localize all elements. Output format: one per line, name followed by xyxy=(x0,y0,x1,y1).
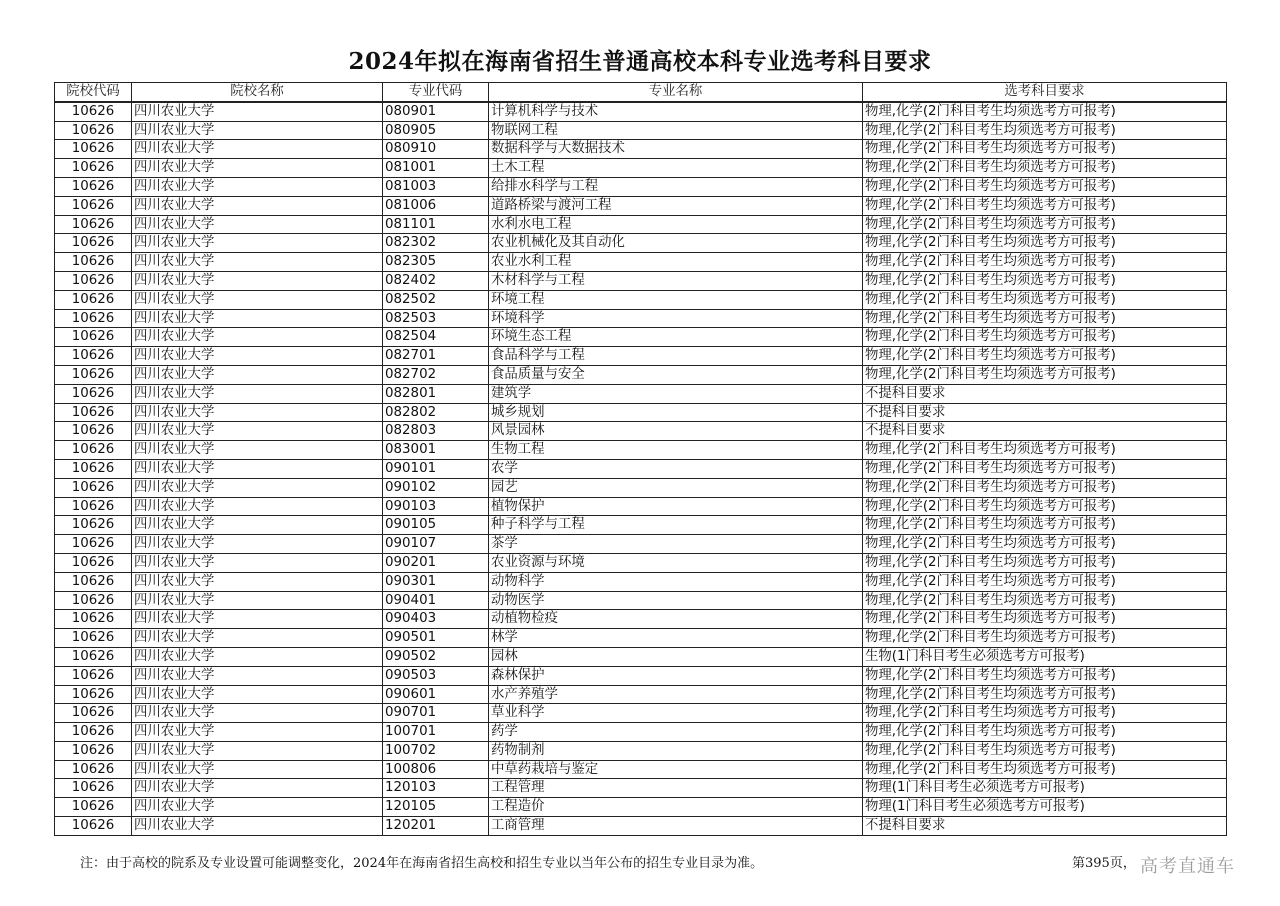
major-name-cell: 农业水利工程 xyxy=(489,253,863,272)
school-name-cell: 四川农业大学 xyxy=(132,572,383,591)
school-name-cell: 四川农业大学 xyxy=(132,196,383,215)
school-name-cell: 四川农业大学 xyxy=(132,610,383,629)
header-school-name: 院校名称 xyxy=(132,83,383,102)
school-name-cell: 四川农业大学 xyxy=(132,102,383,121)
school-name-cell: 四川农业大学 xyxy=(132,685,383,704)
school-code-cell: 10626 xyxy=(55,159,132,178)
subject-requirement-cell: 物理,化学(2门科目考生均须选考方可报考) xyxy=(863,328,1227,347)
major-name-cell: 城乡规划 xyxy=(489,403,863,422)
major-code-cell: 082502 xyxy=(383,290,489,309)
subject-requirement-cell: 物理(1门科目考生必须选考方可报考) xyxy=(863,798,1227,817)
major-code-cell: 120103 xyxy=(383,779,489,798)
subject-requirement-cell: 物理,化学(2门科目考生均须选考方可报考) xyxy=(863,459,1227,478)
school-code-cell: 10626 xyxy=(55,422,132,441)
school-code-cell: 10626 xyxy=(55,798,132,817)
major-code-cell: 082803 xyxy=(383,422,489,441)
subject-requirement-cell: 不提科目要求 xyxy=(863,422,1227,441)
school-code-cell: 10626 xyxy=(55,478,132,497)
table-row xyxy=(55,610,1227,629)
school-name-cell: 四川农业大学 xyxy=(132,253,383,272)
subject-requirement-cell: 物理,化学(2门科目考生均须选考方可报考) xyxy=(863,196,1227,215)
major-code-cell: 090105 xyxy=(383,516,489,535)
major-code-cell: 082402 xyxy=(383,271,489,290)
major-code-cell: 090503 xyxy=(383,666,489,685)
major-name-cell: 园艺 xyxy=(489,478,863,497)
header-major-code: 专业代码 xyxy=(383,83,489,102)
school-name-cell: 四川农业大学 xyxy=(132,365,383,384)
major-code-cell: 090101 xyxy=(383,459,489,478)
major-name-cell: 风景园林 xyxy=(489,422,863,441)
major-code-cell: 082802 xyxy=(383,403,489,422)
school-code-cell: 10626 xyxy=(55,121,132,140)
school-code-cell: 10626 xyxy=(55,271,132,290)
table-row xyxy=(55,384,1227,403)
school-code-cell: 10626 xyxy=(55,572,132,591)
major-code-cell: 083001 xyxy=(383,441,489,460)
major-name-cell: 种子科学与工程 xyxy=(489,516,863,535)
major-name-cell: 农业机械化及其自动化 xyxy=(489,234,863,253)
subject-requirement-cell: 物理,化学(2门科目考生均须选考方可报考) xyxy=(863,572,1227,591)
major-code-cell: 082503 xyxy=(383,309,489,328)
subject-requirement-cell: 物理,化学(2门科目考生均须选考方可报考) xyxy=(863,685,1227,704)
table-row xyxy=(55,271,1227,290)
school-code-cell: 10626 xyxy=(55,365,132,384)
major-name-cell: 食品质量与安全 xyxy=(489,365,863,384)
major-name-cell: 工商管理 xyxy=(489,817,863,836)
major-name-cell: 动物医学 xyxy=(489,591,863,610)
table-row xyxy=(55,553,1227,572)
major-code-cell: 090401 xyxy=(383,591,489,610)
school-code-cell: 10626 xyxy=(55,741,132,760)
subject-requirement-cell: 物理,化学(2门科目考生均须选考方可报考) xyxy=(863,365,1227,384)
subject-requirement-cell: 物理,化学(2门科目考生均须选考方可报考) xyxy=(863,478,1227,497)
major-name-cell: 林学 xyxy=(489,629,863,648)
subject-requirement-cell: 物理,化学(2门科目考生均须选考方可报考) xyxy=(863,553,1227,572)
subject-requirement-cell: 物理,化学(2门科目考生均须选考方可报考) xyxy=(863,253,1227,272)
subject-requirement-cell: 物理,化学(2门科目考生均须选考方可报考) xyxy=(863,441,1227,460)
school-name-cell: 四川农业大学 xyxy=(132,309,383,328)
school-name-cell: 四川农业大学 xyxy=(132,459,383,478)
subject-requirement-cell: 物理,化学(2门科目考生均须选考方可报考) xyxy=(863,741,1227,760)
table-header-row xyxy=(55,83,1227,102)
major-name-cell: 森林保护 xyxy=(489,666,863,685)
school-code-cell: 10626 xyxy=(55,704,132,723)
school-code-cell: 10626 xyxy=(55,723,132,742)
school-name-cell: 四川农业大学 xyxy=(132,215,383,234)
major-code-cell: 120105 xyxy=(383,798,489,817)
table-body xyxy=(55,102,1227,836)
subject-requirement-cell: 物理,化学(2门科目考生均须选考方可报考) xyxy=(863,121,1227,140)
major-name-cell: 给排水科学与工程 xyxy=(489,177,863,196)
requirements-table xyxy=(54,82,1227,836)
major-name-cell: 工程造价 xyxy=(489,798,863,817)
school-code-cell: 10626 xyxy=(55,610,132,629)
subject-requirement-cell: 不提科目要求 xyxy=(863,403,1227,422)
school-code-cell: 10626 xyxy=(55,177,132,196)
table-row xyxy=(55,817,1227,836)
subject-requirement-cell: 物理,化学(2门科目考生均须选考方可报考) xyxy=(863,177,1227,196)
major-name-cell: 水产养殖学 xyxy=(489,685,863,704)
school-name-cell: 四川农业大学 xyxy=(132,798,383,817)
table-row xyxy=(55,196,1227,215)
school-code-cell: 10626 xyxy=(55,516,132,535)
subject-requirement-cell: 物理,化学(2门科目考生均须选考方可报考) xyxy=(863,309,1227,328)
school-code-cell: 10626 xyxy=(55,591,132,610)
school-name-cell: 四川农业大学 xyxy=(132,817,383,836)
major-name-cell: 计算机科学与技术 xyxy=(489,102,863,121)
school-name-cell: 四川农业大学 xyxy=(132,478,383,497)
table-row xyxy=(55,685,1227,704)
table-row xyxy=(55,704,1227,723)
major-code-cell: 082801 xyxy=(383,384,489,403)
subject-requirement-cell: 物理,化学(2门科目考生均须选考方可报考) xyxy=(863,723,1227,742)
major-code-cell: 090103 xyxy=(383,497,489,516)
school-name-cell: 四川农业大学 xyxy=(132,121,383,140)
school-code-cell: 10626 xyxy=(55,347,132,366)
major-code-cell: 090102 xyxy=(383,478,489,497)
school-code-cell: 10626 xyxy=(55,102,132,121)
school-name-cell: 四川农业大学 xyxy=(132,441,383,460)
school-name-cell: 四川农业大学 xyxy=(132,384,383,403)
major-name-cell: 道路桥梁与渡河工程 xyxy=(489,196,863,215)
major-name-cell: 环境科学 xyxy=(489,309,863,328)
school-name-cell: 四川农业大学 xyxy=(132,403,383,422)
school-name-cell: 四川农业大学 xyxy=(132,140,383,159)
major-code-cell: 082305 xyxy=(383,253,489,272)
school-name-cell: 四川农业大学 xyxy=(132,591,383,610)
major-code-cell: 090501 xyxy=(383,629,489,648)
subject-requirement-cell: 物理,化学(2门科目考生均须选考方可报考) xyxy=(863,234,1227,253)
major-name-cell: 水利水电工程 xyxy=(489,215,863,234)
major-name-cell: 中草药栽培与鉴定 xyxy=(489,760,863,779)
table-row xyxy=(55,647,1227,666)
subject-requirement-cell: 物理,化学(2门科目考生均须选考方可报考) xyxy=(863,140,1227,159)
school-code-cell: 10626 xyxy=(55,497,132,516)
subject-requirement-cell: 物理,化学(2门科目考生均须选考方可报考) xyxy=(863,666,1227,685)
major-name-cell: 动植物检疫 xyxy=(489,610,863,629)
school-code-cell: 10626 xyxy=(55,253,132,272)
major-code-cell: 080910 xyxy=(383,140,489,159)
school-code-cell: 10626 xyxy=(55,685,132,704)
major-code-cell: 120201 xyxy=(383,817,489,836)
major-name-cell: 农业资源与环境 xyxy=(489,553,863,572)
school-code-cell: 10626 xyxy=(55,234,132,253)
major-name-cell: 草业科学 xyxy=(489,704,863,723)
major-code-cell: 081001 xyxy=(383,159,489,178)
school-code-cell: 10626 xyxy=(55,666,132,685)
school-code-cell: 10626 xyxy=(55,290,132,309)
subject-requirement-cell: 物理,化学(2门科目考生均须选考方可报考) xyxy=(863,102,1227,121)
table-row xyxy=(55,253,1227,272)
major-code-cell: 100702 xyxy=(383,741,489,760)
major-name-cell: 数据科学与大数据技术 xyxy=(489,140,863,159)
table-row xyxy=(55,741,1227,760)
school-code-cell: 10626 xyxy=(55,309,132,328)
major-code-cell: 100806 xyxy=(383,760,489,779)
table-row xyxy=(55,591,1227,610)
school-code-cell: 10626 xyxy=(55,553,132,572)
school-code-cell: 10626 xyxy=(55,328,132,347)
table-row xyxy=(55,779,1227,798)
school-name-cell: 四川农业大学 xyxy=(132,629,383,648)
major-name-cell: 食品科学与工程 xyxy=(489,347,863,366)
school-code-cell: 10626 xyxy=(55,215,132,234)
table-row xyxy=(55,422,1227,441)
subject-requirement-cell: 物理,化学(2门科目考生均须选考方可报考) xyxy=(863,215,1227,234)
major-name-cell: 建筑学 xyxy=(489,384,863,403)
school-code-cell: 10626 xyxy=(55,760,132,779)
table-row xyxy=(55,177,1227,196)
subject-requirement-cell: 物理,化学(2门科目考生均须选考方可报考) xyxy=(863,760,1227,779)
footnote: 注：由于高校的院系及专业设置可能调整变化，2024年在海南省招生高校和招生专业以当年公布的招生专业目录为准。 xyxy=(80,856,764,871)
major-code-cell: 082702 xyxy=(383,365,489,384)
subject-requirement-cell: 物理,化学(2门科目考生均须选考方可报考) xyxy=(863,497,1227,516)
school-name-cell: 四川农业大学 xyxy=(132,535,383,554)
school-name-cell: 四川农业大学 xyxy=(132,760,383,779)
subject-requirement-cell: 物理,化学(2门科目考生均须选考方可报考) xyxy=(863,704,1227,723)
header-school-code: 院校代码 xyxy=(55,83,132,102)
major-code-cell: 090502 xyxy=(383,647,489,666)
school-name-cell: 四川农业大学 xyxy=(132,159,383,178)
subject-requirement-cell: 物理,化学(2门科目考生均须选考方可报考) xyxy=(863,290,1227,309)
school-code-cell: 10626 xyxy=(55,779,132,798)
major-name-cell: 土木工程 xyxy=(489,159,863,178)
major-name-cell: 动物科学 xyxy=(489,572,863,591)
major-name-cell: 环境工程 xyxy=(489,290,863,309)
major-code-cell: 080901 xyxy=(383,102,489,121)
major-name-cell: 植物保护 xyxy=(489,497,863,516)
subject-requirement-cell: 不提科目要求 xyxy=(863,384,1227,403)
table-row xyxy=(55,347,1227,366)
major-name-cell: 工程管理 xyxy=(489,779,863,798)
school-name-cell: 四川农业大学 xyxy=(132,497,383,516)
major-name-cell: 茶学 xyxy=(489,535,863,554)
table-row xyxy=(55,666,1227,685)
school-name-cell: 四川农业大学 xyxy=(132,422,383,441)
page-number: 第395页， xyxy=(1072,856,1136,871)
school-code-cell: 10626 xyxy=(55,140,132,159)
school-name-cell: 四川农业大学 xyxy=(132,177,383,196)
table-row xyxy=(55,140,1227,159)
table-row xyxy=(55,723,1227,742)
table-row xyxy=(55,159,1227,178)
subject-requirement-cell: 物理,化学(2门科目考生均须选考方可报考) xyxy=(863,347,1227,366)
school-name-cell: 四川农业大学 xyxy=(132,271,383,290)
major-code-cell: 082302 xyxy=(383,234,489,253)
table-row xyxy=(55,760,1227,779)
subject-requirement-cell: 生物(1门科目考生必须选考方可报考) xyxy=(863,647,1227,666)
school-code-cell: 10626 xyxy=(55,629,132,648)
table-row xyxy=(55,798,1227,817)
table-row xyxy=(55,290,1227,309)
school-name-cell: 四川农业大学 xyxy=(132,290,383,309)
subject-requirement-cell: 物理,化学(2门科目考生均须选考方可报考) xyxy=(863,629,1227,648)
major-code-cell: 090601 xyxy=(383,685,489,704)
major-code-cell: 090201 xyxy=(383,553,489,572)
subject-requirement-cell: 物理,化学(2门科目考生均须选考方可报考) xyxy=(863,159,1227,178)
school-code-cell: 10626 xyxy=(55,441,132,460)
subject-requirement-cell: 物理,化学(2门科目考生均须选考方可报考) xyxy=(863,516,1227,535)
major-name-cell: 园林 xyxy=(489,647,863,666)
header-subject-requirement: 选考科目要求 xyxy=(863,83,1227,102)
table-row xyxy=(55,572,1227,591)
page-title: 2024年拟在海南省招生普通高校本科专业选考科目要求 xyxy=(348,48,932,75)
major-code-cell: 081101 xyxy=(383,215,489,234)
table-row xyxy=(55,234,1227,253)
table-row xyxy=(55,441,1227,460)
major-code-cell: 090107 xyxy=(383,535,489,554)
major-name-cell: 木材科学与工程 xyxy=(489,271,863,290)
major-code-cell: 082504 xyxy=(383,328,489,347)
subject-requirement-cell: 物理,化学(2门科目考生均须选考方可报考) xyxy=(863,610,1227,629)
table-row xyxy=(55,629,1227,648)
subject-requirement-cell: 物理(1门科目考生必须选考方可报考) xyxy=(863,779,1227,798)
school-code-cell: 10626 xyxy=(55,384,132,403)
table-row xyxy=(55,478,1227,497)
major-name-cell: 环境生态工程 xyxy=(489,328,863,347)
school-name-cell: 四川农业大学 xyxy=(132,234,383,253)
school-name-cell: 四川农业大学 xyxy=(132,647,383,666)
major-name-cell: 药物制剂 xyxy=(489,741,863,760)
school-name-cell: 四川农业大学 xyxy=(132,328,383,347)
major-name-cell: 药学 xyxy=(489,723,863,742)
major-code-cell: 082701 xyxy=(383,347,489,366)
table-row xyxy=(55,365,1227,384)
header-major-name: 专业名称 xyxy=(489,83,863,102)
table-row xyxy=(55,328,1227,347)
table-row xyxy=(55,215,1227,234)
school-code-cell: 10626 xyxy=(55,196,132,215)
school-name-cell: 四川农业大学 xyxy=(132,553,383,572)
major-code-cell: 080905 xyxy=(383,121,489,140)
watermark: 高考直通车 xyxy=(1140,856,1235,877)
school-name-cell: 四川农业大学 xyxy=(132,516,383,535)
major-code-cell: 090403 xyxy=(383,610,489,629)
school-name-cell: 四川农业大学 xyxy=(132,704,383,723)
table-row xyxy=(55,497,1227,516)
school-code-cell: 10626 xyxy=(55,459,132,478)
school-name-cell: 四川农业大学 xyxy=(132,723,383,742)
major-code-cell: 081003 xyxy=(383,177,489,196)
school-name-cell: 四川农业大学 xyxy=(132,666,383,685)
major-code-cell: 081006 xyxy=(383,196,489,215)
table-row xyxy=(55,459,1227,478)
subject-requirement-cell: 物理,化学(2门科目考生均须选考方可报考) xyxy=(863,271,1227,290)
table-row xyxy=(55,535,1227,554)
school-code-cell: 10626 xyxy=(55,535,132,554)
school-name-cell: 四川农业大学 xyxy=(132,741,383,760)
table-row xyxy=(55,102,1227,121)
table-row xyxy=(55,516,1227,535)
school-code-cell: 10626 xyxy=(55,403,132,422)
major-name-cell: 生物工程 xyxy=(489,441,863,460)
major-name-cell: 农学 xyxy=(489,459,863,478)
subject-requirement-cell: 物理,化学(2门科目考生均须选考方可报考) xyxy=(863,591,1227,610)
table-row xyxy=(55,403,1227,422)
school-code-cell: 10626 xyxy=(55,817,132,836)
major-code-cell: 090701 xyxy=(383,704,489,723)
major-code-cell: 100701 xyxy=(383,723,489,742)
table-row xyxy=(55,309,1227,328)
major-code-cell: 090301 xyxy=(383,572,489,591)
school-name-cell: 四川农业大学 xyxy=(132,779,383,798)
school-code-cell: 10626 xyxy=(55,647,132,666)
table-row xyxy=(55,121,1227,140)
subject-requirement-cell: 不提科目要求 xyxy=(863,817,1227,836)
major-name-cell: 物联网工程 xyxy=(489,121,863,140)
school-name-cell: 四川农业大学 xyxy=(132,347,383,366)
subject-requirement-cell: 物理,化学(2门科目考生均须选考方可报考) xyxy=(863,535,1227,554)
